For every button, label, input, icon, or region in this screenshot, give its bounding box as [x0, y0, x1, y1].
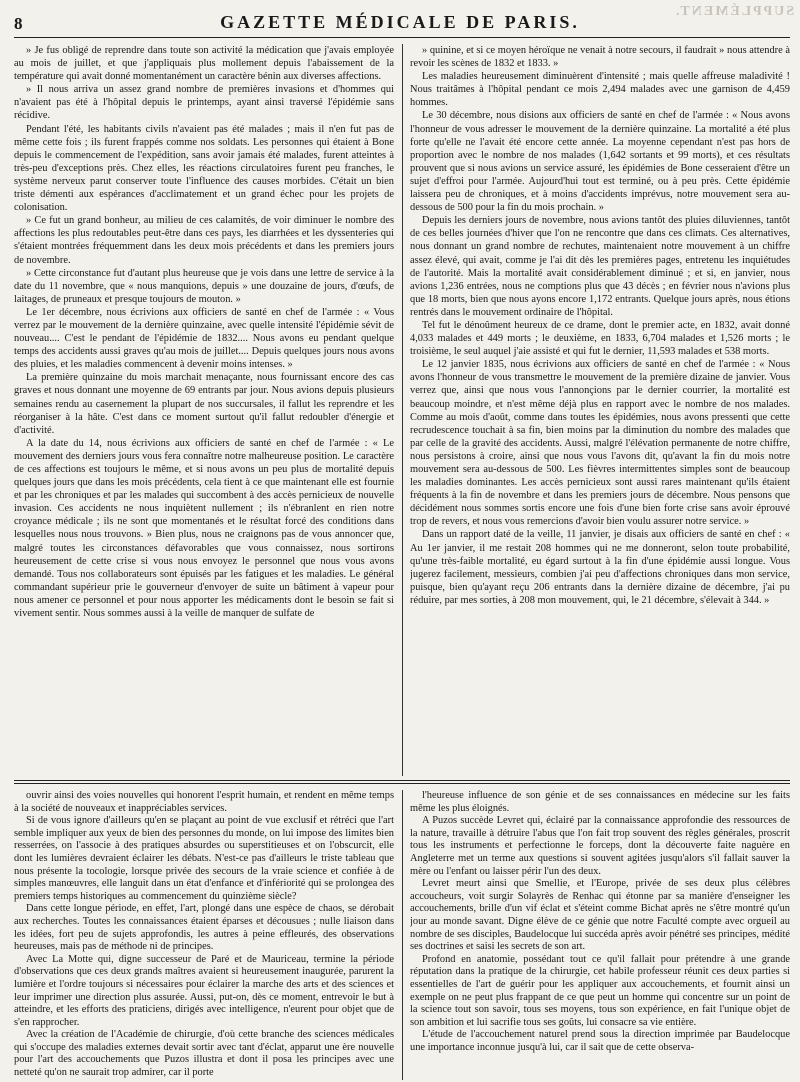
top-left-column: [14, 44, 394, 776]
paragraph: Tel fut le dénoûment heureux de ce drame, dont le premier acte, en 1832, avait donné 4,033 malades et 449 morts ; le deuxième, en 1833, 6,704 malades et 1,526 morts ; le troisième, le seul auquel j'aie assisté et qui fut le dernier, 11,593 malades et 538 morts.: [410, 319, 790, 358]
section-rule: [14, 780, 790, 781]
section-rule-double: [14, 783, 790, 784]
feuilleton-section: [14, 790, 790, 1080]
paragraph: ouvrir ainsi des voies nouvelles qui honorent l'esprit humain, et rendent en même temps à la société de nouveaux et inappréciables services.: [14, 790, 394, 814]
paragraph: Le 30 décembre, nous disions aux officiers de santé en chef de l'armée : « Nous avons l'honneur de vous adresser le mouvement de la dernière quinzaine. La mortalité a été plus forte qu'elle ne l'avait été encore cette année. La moyenne cependant n'est pas hors de proportion avec le nombre de nos malades (1,642 sortants et 99 morts), et ces résultats prouvent que si nous avions un service assuré, les épidémies de Bone cesseraient d'être un sujet d'effroi pour l'armée. Aujourd'hui tout est terminé, ou à peu près. Cette épidémie laissera peu de chroniques, et à moins d'accidents imprévus, notre mouvement sera au-dessous de 500 pour la fin du mois prochain. »: [410, 110, 790, 214]
paragraph: » Ce fut un grand bonheur, au milieu de ces calamités, de voir diminuer le nombre des affections les plus redoutables peut-être dans ces pays, les diarrhées et les dyssenteries qui s'étaient montrées fréquemment dans les deux mois précédents et dans les premiers jours de novembre.: [14, 215, 394, 266]
column-divider: [402, 44, 403, 776]
paragraph: Pendant l'été, les habitants civils n'avaient pas été malades ; mais il n'en fut pas de même cette fois ; ils furent frappés comme nos soldats. Les personnes qui étaient à Bone depuis le commencement de l'expédition, sans avoir jamais été malades, furent atteintes à très-peu d'exceptions près. Chez elles, les réactions circulatoires furent peu franches, le système nerveux parut conserver toute l'influence des causes morbides. C'était un bien triste démenti aux espérances d'acclimatement et un grand échec pour les projets de colonisation.: [14, 123, 394, 214]
paragraph: » quinine, et si ce moyen héroïque ne venait à notre secours, il faudrait » nous attendre à revoir les scènes de 1832 et 1833. »: [410, 45, 790, 70]
paragraph: L'étude de l'accouchement naturel prend sous la direction imprimée par Baudelocque une importance inconnue jusqu'à lui, car il sait que de cette observa-: [410, 1029, 790, 1053]
paragraph: Dans un rapport daté de la veille, 11 janvier, je disais aux officiers de santé en chef : « Au 1er janvier, il me restait 208 hommes qui ne me donneront, selon toute probabilité, qu'une très-faible mortalité, eu égard surtout à la fin d'une épidémie aussi longue. Vous jugerez facilement, messieurs, combien j'ai peu d'affections chroniques dans mon service, puisque, bien qu'ayant reçu 206 entrants dans la dernière dizaine de décembre, j'ai pu réduire, par mes sorties, à 208 mon mouvement, qui, le 21 décembre, s'élevait à 344. »: [410, 529, 790, 606]
paragraph: » Il nous arriva un assez grand nombre de premières invasions et d'hommes qui n'avaient pas été à l'hôpital depuis le printemps, ayant ainsi traversé l'épidémie sans récidive.: [14, 84, 394, 122]
paragraph: Les maladies heureusement diminuèrent d'intensité ; mais quelle affreuse maladivité ! Nous traitâmes à l'hôpital pendant ce mois 2,494 malades avec une garnison de 4,459 hommes.: [410, 71, 790, 109]
top-right-column: [410, 44, 790, 776]
top-section: [14, 44, 790, 776]
paragraph: Levret meurt ainsi que Smellie, et l'Europe, privée de ses deux plus célèbres accoucheurs, voit surgir Solayrès de Renhac qui étonne par sa manière d'enseigner les accouchements, brille d'un vif éclat et s'éteint comme Bichat après ne s'être montré qu'un jour au monde savant. Digne élève de ce génie que notre Faculté compte avec orgueil au nombre de ses disciples, Baudelocque lui succéda après avoir pénétré ses principes, médité ses doctrines et saisi les secrets de son art.: [410, 878, 790, 953]
paragraph: A Puzos succède Levret qui, éclairé par la connaissance approfondie des ressources de la nature, travaille à détruire l'abus que l'on fait trop souvent des règles générales, proscrit tous les instruments et perfectionne le forceps, dont la découverte faite naguère en Angleterre met un terme aux questions si souvent agitées jusqu'alors s'il fallait sauver la mère ou l'enfant ou laisser périr l'un des deux.: [410, 815, 790, 877]
paragraph: Profond en anatomie, possédant tout ce qu'il fallait pour prétendre à une grande réputation dans la pratique de la chirurgie, cet habile professeur réunit ces deux parties si essentielles de l'art de guérir pour les appliquer aux accouchements, et fournit ainsi un exemple on ne peut plus frappant de ce que peut un homme qui concentre sur un point de la science tout son savoir, tous ses moyens, tous son expérience, en fait l'unique objet de son ambition et lui sacrifie tous ses goûts, lui consacre sa vie entière.: [410, 953, 790, 1028]
paragraph: A la date du 14, nous écrivions aux officiers de santé en chef de l'armée : « Le mouvement des derniers jours vous fera connaître notre malheureuse position. Le caractère de ces affections est toujours le même, et si nous avons un peu plus de mortalité depuis quelques jours que dans les mois précédents, cela tient à ce que maintenant elle est fournie et par les chroniques et par les malades qui succombent à des accès pernicieux de nouvelle invasion. Ces accidents ne nous inquiètent nullement ; ils n'ébranlent en rien notre croyance médicale ; ils ne sont que momentanés et le résultat forcé des conditions dans lesquelles nous nous trouvons. » Bien plus, nous ne craignons pas de vous annoncer que, malgré toutes les circonstances défavorables que vous connaissez, nous sortirons heureusement de cette crise si vous nous envoyez le personnel que nous vous avons demandé. Tous nos collaborateurs sont épuisés par les fatigues et les maladies. Le général commandant supérieur prie le gouverneur d'envoyer de suite un bâtiment à vapeur pour nous amener ce personnel et pour nous apporter les médicaments dont le besoin se fait si vivement sentir. Nous sommes aussi à la veille de manquer de sulfate de: [14, 437, 394, 620]
paragraph: » Cette circonstance fut d'autant plus heureuse que je vois dans une lettre de service à la date du 11 novembre, que « nous manquions, depuis » une douzaine de jours, d'œufs, de laitages, de pruneaux et presque toujours de mouton. »: [14, 267, 394, 305]
masthead-title: GAZETTE MÉDICALE DE PARIS.: [220, 12, 580, 32]
paragraph: l'heureuse influence de son génie et de ses connaissances en médecine sur les faits même les plus éloignés.: [410, 790, 790, 814]
paragraph: Avec La Motte qui, digne successeur de Paré et de Mauriceau, termine la période d'observations que ces deux grands maîtres avaient si heureusement inaugurée, parurent la lumière et l'ordre toujours si nécessaires pour éclairer la marche des arts et des sciences et leur imprimer une direction plus assurée. Aussi, put-on, dès ce moment, entrevoir le but à atteindre, et les efforts des praticiens, dirigés avec intelligence, n'eurent pour objet que de s'en rapprocher.: [14, 953, 394, 1028]
paragraph: Le 1er décembre, nous écrivions aux officiers de santé en chef de l'armée : « Vous verrez par le mouvement de la dernière quinzaine, avec quelle intensité l'épidémie sévit de nouveau.... C'est le pendant de l'épidémie de 1832.... Nous avons eu pendant quelque temps des accidents aussi graves qu'au mois de juillet.... Depuis quelques jours nous avons des pluies, et les maladies commencent à devenir moins intenses. »: [14, 306, 394, 371]
paragraph: » Je fus obligé de reprendre dans toute son activité la médication que j'avais employée au mois de juillet, et que j'appliquais plus mollement depuis l'abaissement de la température qui avait donné momentanément un caractère bénin aux diverses affections.: [14, 45, 394, 83]
paragraph: Le 12 janvier 1835, nous écrivions aux officiers de santé en chef de l'armée : « Nous avons l'honneur de vous transmettre le mouvement de la première dizaine de janvier. Vous verrez que, ainsi que nous vous l'annonçions par le dernier courrier, la mortalité est beaucoup moindre, et n'est même déjà plus en rapport avec le nombre de nos malades. Comme au mois d'août, comme dans toutes les épidémies, nous avons pressenti que cette recrudescence touchait à sa fin, bien moins par la diminution du nombre des malades que par celle de la gravité des accidents. Aussi, malgré l'élévation permanente de notre chiffre, nous persistons à croire, ainsi que nous vous l'avons dit, qu'avant la fin du mois notre mouvement sera au-dessous de 500. Les fièvres intermittentes simples sont de beaucoup les maladies dominantes. Les accès pernicieux sont aussi rares maintenant qu'ils étaient fréquents à la fin de novembre et dans les premiers jours de décembre. Nous pensons que décidément nous sommes sortis encore une fois d'une bien forte crise sans avoir éprouvé trop de revers, et nous vous remercions d'avoir bien voulu assurer notre service. »: [410, 359, 790, 528]
paragraph: Avec la création de l'Académie de chirurgie, d'où cette branche des sciences médicales qui s'occupe des maladies externes devait sortir avec tant d'éclat, apparut une ère nouvelle pour l'art des accouchements que Puzos illustra et dont il posa les principes avec une netteté qu'on ne saurait trop admirer, car il porte: [14, 1029, 394, 1079]
paragraph: Si de vous ignore d'ailleurs qu'en se plaçant au point de vue exclusif et rétréci que l'art semble impliquer aux yeux de bien des personnes du monde, on lui impose des limites bien resserrées, on l'associe à des pratiques absurdes ou superstitieuses et on l'obscurcit, elle dont les lumières devraient éclairer les débats. N'est-ce pas d'ailleurs le triste tableau que nous présente la tocologie, lorsque privée des secours de la vraie science et confiée à de simples manœuvres, elle languit dans un état d'enfance et d'infériorité qui se prolongea des premiers temps historiques au commencement du quinzième siècle?: [14, 815, 394, 902]
paragraph: La première quinzaine du mois marchait menaçante, nous fournissant encore des cas graves et nous donnant une moyenne de 69 entrants par jour. Nous avions depuis plusieurs semaines rendu au casernement la plupart de nos succursales, il fallut les reprendre et les réorganiser à la hâte. C'est dans ce moment surtout qu'il fallut redoubler d'énergie et d'activité.: [14, 372, 394, 436]
header-rule: [14, 37, 790, 38]
paragraph: Dans cette longue période, en effet, l'art, plongé dans une espèce de chaos, se dérobait aux recherches. Toutes les connaissances étaient éparses et décousues ; nulle liaison dans les idées, fort peu de sujets approfondis, les autres à peine effleurés, des observations heureuses, mais pas de méthode ni de principes.: [14, 903, 394, 953]
bottom-right-column: [410, 790, 790, 1080]
bottom-left-column: [14, 790, 394, 1080]
page-number: 8: [14, 14, 23, 33]
paragraph: Depuis les derniers jours de novembre, nous avions tantôt des pluies diluviennes, tantôt de ces belles journées d'hiver que l'on ne rencontre que dans ces climats. Ces alternatives, nous donnant un grand nombre de rechutes, maintenaient notre mouvement à un chiffre assez élevé, qui avait, comme je l'ai dit dès les premières pages, entretenu les inquiétudes de l'autorité. Mais la mortalité avait considérablement diminué ; et si, en janvier, nous avions 1,236 entrées, nous ne comptions plus que 43 décès ; en février nous n'avions plus que 18 morts, bien que nous ayons encore 1,172 entrants. Quelque jours après, nous étions rentrés dans le mouvement ordinaire de l'hôpital.: [410, 215, 790, 318]
bleed-through-text: SUPPLÉMENT.: [673, 4, 794, 19]
column-divider: [402, 790, 403, 1080]
